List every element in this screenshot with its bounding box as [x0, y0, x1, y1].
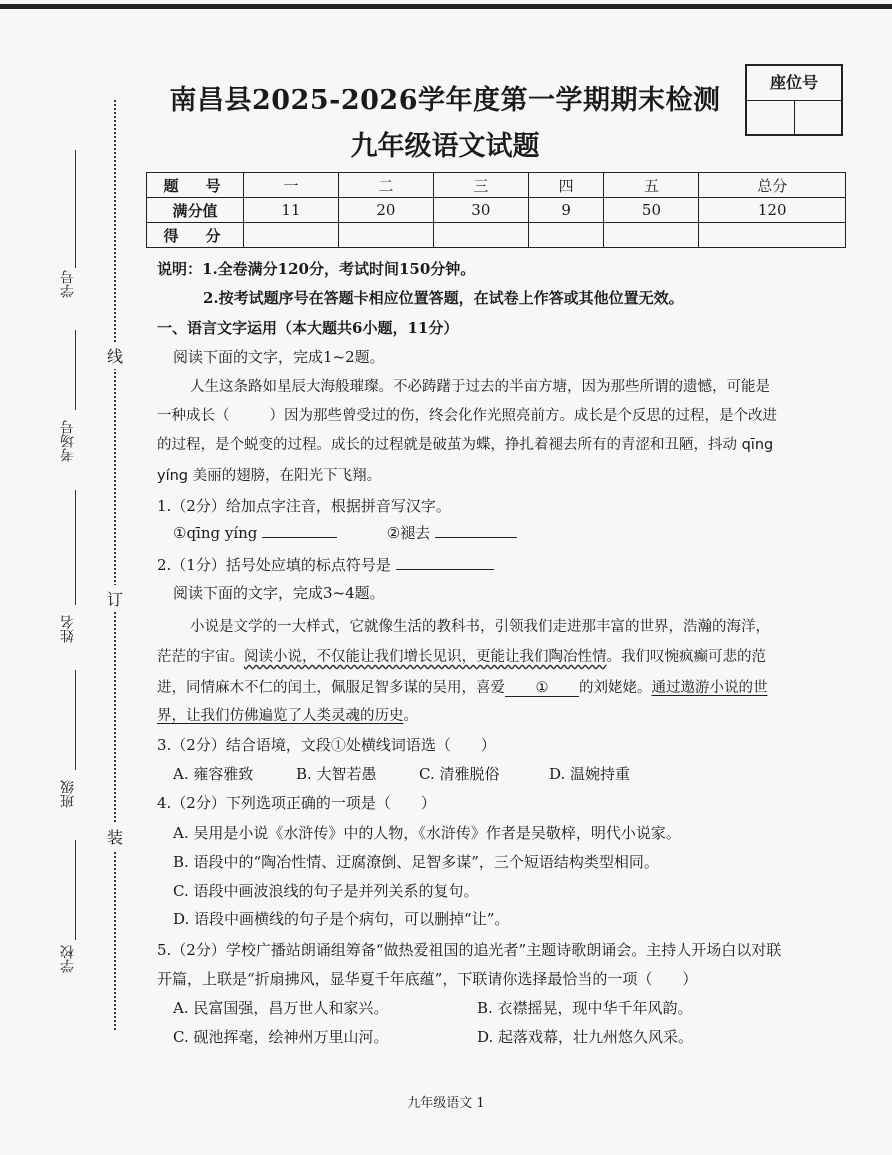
option-b[interactable]: B. 衣襟摇晃，现中华千年风韵。 — [477, 999, 693, 1017]
question-2-text: 2.（1分）括号处应填的标点符号是 — [157, 556, 391, 574]
question-3: 3.（2分）结合语境，文段①处横线词语选（ ） — [157, 736, 496, 754]
score-input-cell[interactable] — [433, 223, 528, 248]
exam-subtitle: 九年级语文试题 — [350, 131, 540, 162]
table-cell: 一 — [244, 173, 339, 198]
option-a[interactable]: A. 民富国强，昌万世人和家兴。 — [173, 999, 389, 1017]
table-cell: 120 — [699, 198, 846, 223]
option-b[interactable]: B. 语段中的“陶冶性情、迂腐潦倒、足智多谋”，三个短语结构类型相同。 — [173, 853, 659, 871]
reading-instruction-2: 阅读下面的文字，完成3~4题。 — [173, 584, 385, 602]
underlined-sentence: 通过遨游小说的世 — [651, 680, 768, 696]
note-label: 说明： — [157, 260, 203, 278]
question-5-line-2: 开篇，上联是“折扇拂风，显华夏千年底蕴”，下联请你选择最恰当的一项（ ） — [157, 970, 698, 988]
table-cell: 11 — [244, 198, 339, 223]
score-input-cell[interactable] — [528, 223, 604, 248]
top-border — [0, 4, 892, 9]
class-label: 班级 — [60, 780, 76, 808]
option-d[interactable]: D. 温婉持重 — [549, 765, 631, 783]
option-a[interactable]: A. 雍容雅致 — [173, 765, 254, 783]
table-cell: 得 分 — [147, 223, 244, 248]
score-input-cell[interactable] — [244, 223, 339, 248]
passage-text: 进，同情麻木不仁的闰土，佩服足智多谋的吴用，喜爱 — [157, 680, 505, 696]
table-row — [147, 198, 846, 223]
passage-2-line — [157, 676, 768, 697]
name-line — [75, 490, 76, 605]
option-d[interactable]: D. 起落戏幕，壮九州悠久风采。 — [477, 1028, 694, 1046]
note-1-text: 1.全卷满分120分，考试时间150分钟。 — [202, 260, 476, 278]
table-cell: 30 — [433, 198, 528, 223]
passage-text: ）因为那些曾受过的伤，终会化作光照亮前方。成长是个反思的过程，是个改进 — [269, 408, 777, 424]
note-1 — [157, 258, 475, 279]
passage-1-line: yíng 美丽的翅膀，在阳光下飞翔。 — [157, 468, 382, 484]
exam-room-label: 考场号 — [60, 420, 76, 462]
table-cell: 9 — [528, 198, 604, 223]
bind-mark-line: 线 — [107, 342, 123, 369]
question-1: 1.（2分）给加点字注音，根据拼音写汉字。 — [157, 497, 451, 515]
name-label: 姓名 — [60, 615, 76, 643]
question-1-answers — [173, 522, 517, 543]
seat-number-box — [745, 64, 843, 136]
option-c[interactable]: C. 清雅脱俗 — [419, 765, 500, 783]
seat-cell — [747, 101, 794, 135]
reading-instruction-1: 阅读下面的文字，完成1~2题。 — [173, 348, 385, 366]
q1-item-a: ①qīng yíng — [173, 524, 258, 542]
passage-2-line — [157, 645, 766, 666]
binding-dotted-line — [114, 100, 116, 1030]
passage-1-line: 的过程，是个蜕变的过程。成长的过程就是破茧为蝶，挣扎着褪去所有的青涩和丑陋，抖动 qīng — [157, 437, 774, 453]
class-line — [75, 670, 76, 770]
table-row — [147, 173, 846, 198]
table-cell: 题 号 — [147, 173, 244, 198]
table-cell: 总分 — [699, 173, 846, 198]
section-1-heading: 一、语言文字运用（本大题共6小题，11分） — [157, 319, 459, 337]
passage-text: 茫茫的宇宙。 — [157, 649, 244, 665]
school-label: 学校 — [60, 945, 76, 973]
score-input-cell[interactable] — [604, 223, 699, 248]
seat-cell — [794, 101, 842, 135]
bind-mark-zhuang: 装 — [107, 823, 123, 850]
table-cell: 五 — [604, 173, 699, 198]
student-no-line — [75, 150, 76, 268]
q1-item-b: ②褪去 — [386, 524, 431, 542]
table-cell: 三 — [433, 173, 528, 198]
passage-text: 。 — [403, 708, 418, 724]
table-row — [147, 223, 846, 248]
score-input-cell[interactable] — [338, 223, 433, 248]
table-cell: 50 — [604, 198, 699, 223]
table-cell: 20 — [338, 198, 433, 223]
question-3-options — [173, 763, 630, 784]
student-no-label: 学号 — [60, 270, 76, 298]
answer-blank[interactable]: ① — [505, 680, 579, 697]
wavy-underlined-sentence: 阅读小说，不仅能让我们增长见识，更能让我们陶冶性情 — [244, 649, 607, 665]
underlined-sentence: 界，让我们仿佛遍览了人类灵魂的历史 — [157, 708, 404, 724]
option-c[interactable]: C. 砚池挥毫，绘神州万里山河。 — [173, 1028, 389, 1046]
answer-blank[interactable] — [435, 523, 517, 538]
passage-text: 一种成长（ — [157, 408, 230, 424]
exam-room-line — [75, 330, 76, 410]
school-line — [75, 840, 76, 940]
option-c[interactable]: C. 语段中画波浪线的句子是并列关系的复句。 — [173, 882, 479, 900]
table-cell: 二 — [338, 173, 433, 198]
bind-mark-ding: 订 — [107, 585, 123, 612]
score-input-cell[interactable] — [699, 223, 846, 248]
answer-blank[interactable] — [262, 523, 337, 538]
seat-number-label: 座位号 — [747, 66, 841, 101]
option-a[interactable]: A. 吴用是小说《水浒传》中的人物，《水浒传》作者是吴敬梓，明代小说家。 — [173, 824, 681, 842]
answer-blank[interactable] — [396, 555, 494, 570]
passage-text: 的刘姥姥。 — [579, 680, 652, 696]
passage-1-line: 人生这条路如星辰大海般璀璨。不必踌躇于过去的半亩方塘，因为那些所谓的遗憾，可能是 — [190, 379, 770, 395]
exam-title: 南昌县2025-2026学年度第一学期期末检测 — [169, 85, 721, 116]
note-2: 2.按考试题序号在答题卡相应位置答题，在试卷上作答或其他位置无效。 — [203, 289, 684, 307]
passage-2-line: 小说是文学的一大样式，它就像生活的教科书，引领我们走进那丰富的世界，浩瀚的海洋， — [190, 619, 770, 635]
page-footer: 九年级语文 1 — [407, 1096, 485, 1111]
table-cell: 四 — [528, 173, 604, 198]
passage-2-line — [157, 704, 418, 725]
score-table — [146, 172, 846, 248]
passage-text: 。我们叹惋疯癫可悲的范 — [606, 649, 766, 665]
question-5-line-1: 5.（2分）学校广播站朗诵组筹备“做热爱祖国的追光者”主题诗歌朗诵会。主持人开场白以对联 — [157, 941, 782, 959]
question-2 — [157, 554, 494, 575]
table-cell: 满分值 — [147, 198, 244, 223]
question-4: 4.（2分）下列选项正确的一项是（ ） — [157, 794, 436, 812]
passage-1-line — [157, 404, 777, 425]
option-d[interactable]: D. 语段中画横线的句子是个病句，可以删掉“让”。 — [173, 910, 510, 928]
option-b[interactable]: B. 大智若愚 — [296, 765, 377, 783]
